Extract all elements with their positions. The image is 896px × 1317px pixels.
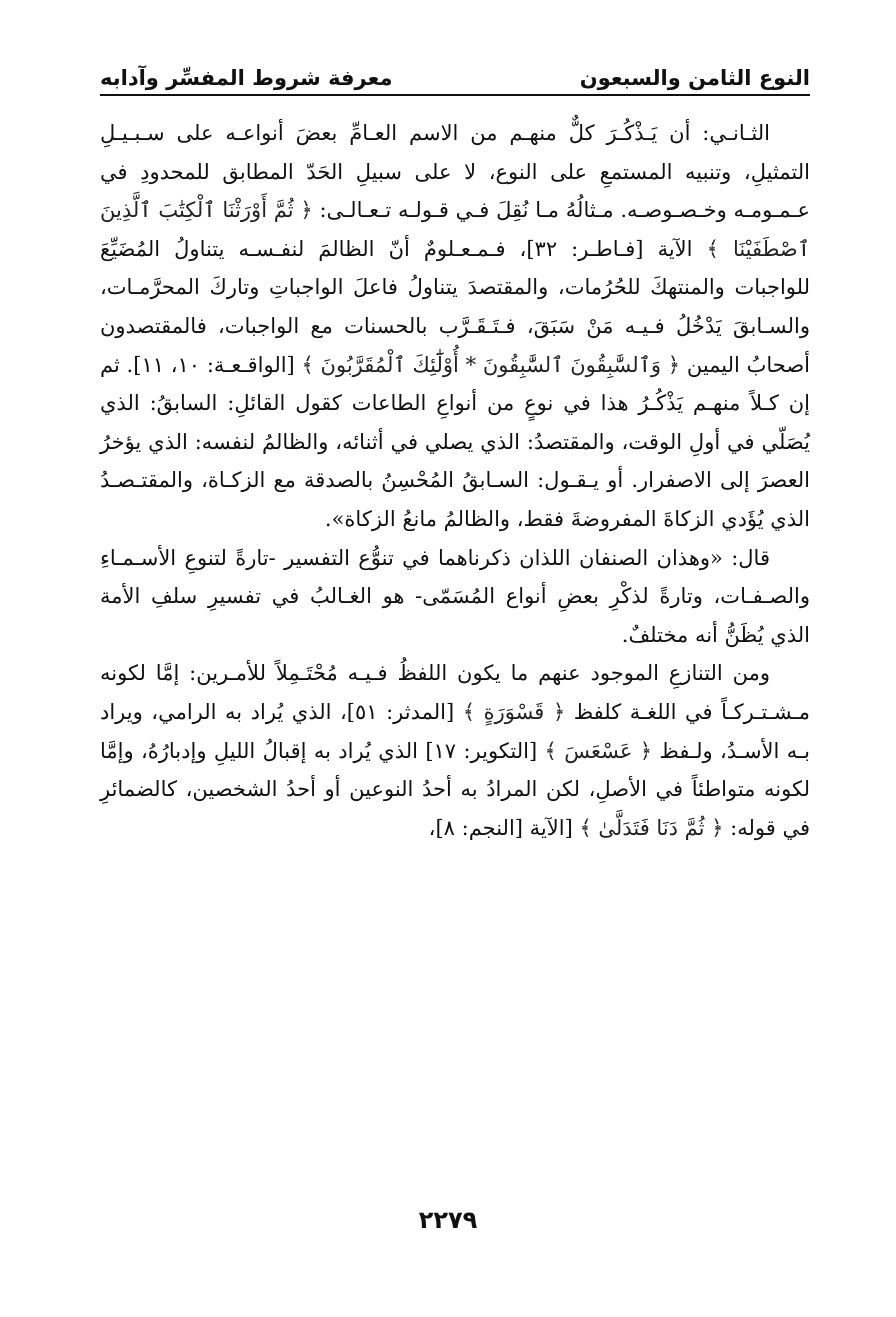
paragraph-text: الآية [فـاطـر: ٣٢]، فـمـعـلومٌ أنّ الظالمَ لنفـسـه يتناولُ المُضَيِّعَ للواجبات والمنتهكَ للحُرُمات، والمقتصدَ يتناولُ فاعلَ الواجباتِ وتاركَ المحرَّمـات، والسـابقَ يَدْخُلُ فـيـه مَنْ سَبَقَ، فـتَـقَـرَّب بالحسنات مع الواجبات، فالمقتصدون أصحابُ اليمين (100, 236, 811, 377)
quran-verse-waqia: ﴿ وَٱلسَّٰبِقُونَ ٱلسَّٰبِقُونَ * أُوْلَٰٓئِكَ ٱلْمُقَرَّبُونَ ﴾ (301, 352, 681, 377)
quran-verse-fatir: ﴿ ثُمَّ أَوْرَثْنَا ٱلْكِتَٰبَ ٱلَّذِينَ ٱصْطَفَيْنَا ﴾ (100, 198, 810, 261)
paragraph-text: الثـانـي: أن يَـذْكُـرَ كلٌّ منهـم من الاسم العـامِّ بعضَ أنواعـه على سـبـيـلِ التمثيلِ، وتنبيه المستمعِ على النوع، لا على سبيلِ الحَدّ المطابق للمحدودِ في عـمـومـه وخـصـوصـه. مـثالُهُ مـا نُقِلَ فـي قـولـه تـعـالـى: (100, 121, 810, 223)
paragraph-text: ومن التنازعِ الموجود عنهم ما يكون اللفظُ فـيـه مُحْتَـمِلاً للأمـرين: إمَّا لكونه مـشـتـركـاً في اللغـة كلفظ (100, 661, 811, 724)
paragraph-text: [التكوير: ١٧] الذي يُراد به إقبالُ الليلِ وإدبارُهُ، وإمَّا لكونه متواطئاً في الأصلِ، لكن المرادُ به أحدُ النوعين أو أحدُ الشخصين، كالضمائرِ في قوله: (100, 738, 810, 840)
header-divider (100, 94, 810, 96)
section-title: معرفة شروط المفسِّر وآدابه (100, 66, 393, 90)
paragraph-two-kinds: قال: «وهذان الصنفان اللذان ذكرناهما في تنوُّع التفسير -تارةً لتنوعِ الأسـمـاءِ والصـفـات، وتارةً لذكْرِ بعضِ أنواع المُسَمّى- هو الغـالبُ في تفسيرِ سلفِ الأمة الذي يُظَنُّ أنه مختلفٌ. (100, 545, 810, 647)
paragraph-text: [الواقـعـة: ١٠، ١١]. ثم إن كـلاً منهـم يَذْكُـرُ هذا في نوعٍ من أنواعِ الطاعات كقول القائلِ: السابقُ: الذي يُصَلّي في أولِ الوقت، والمقتصدُ: الذي يصلي في أثنائه، والظالمُ لنفسه: الذي يؤخرُ العصرَ إلى الاصفرار. أو يـقـول: السـابقُ المُحْسِنُ بالصدقة مع الزكـاة، والمقتـصـدُ الذي يُؤَدي الزكاةَ المفروضةَ فقط، والظالمُ مانعُ الزكاة». (100, 352, 810, 531)
quran-word-qaswara: ﴿ قَسْوَرَةٍ ﴾ (462, 699, 566, 724)
paragraph-text: [الآية [النجم: ٨]، (428, 815, 580, 840)
running-header (100, 50, 810, 90)
page-number: ٢٢٧٩ (418, 1206, 478, 1234)
quran-verse-najm: ﴿ ثُمَّ دَنَا فَتَدَلَّىٰ ﴾ (579, 815, 724, 840)
page-body (100, 114, 810, 847)
paragraph-second-type (100, 114, 810, 539)
paragraph-dispute (100, 654, 810, 847)
chapter-title: النوع الثامن والسبعون (579, 66, 810, 90)
quran-word-asas: ﴿ عَسْعَسَ ﴾ (544, 738, 653, 763)
paragraph-text: [المدثر: ٥١]، الذي يُراد به الرامي، ويراد بـه الأسـدُ، ولـفظ (100, 699, 810, 763)
